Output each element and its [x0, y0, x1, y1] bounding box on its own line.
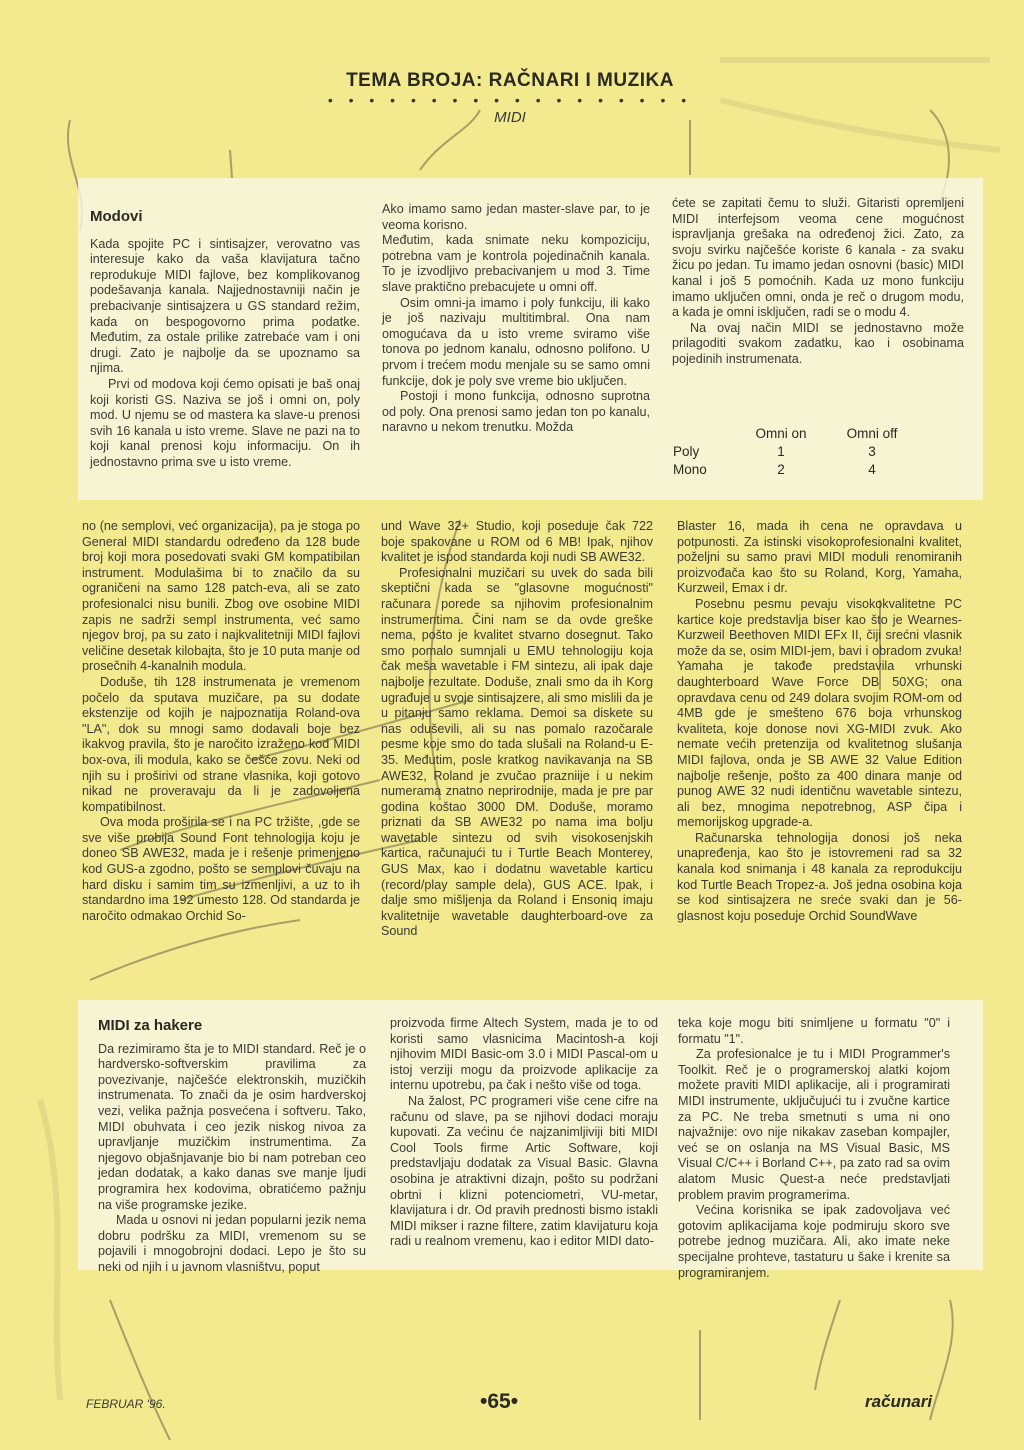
table-header-row: [673, 424, 913, 442]
omni-mode-table: [673, 424, 913, 478]
section-title: TEMA BROJA: RAČNARI I MUZIKA: [346, 70, 674, 91]
article-column-1: [82, 519, 360, 924]
modovi-column-3: [672, 196, 964, 368]
table-cell: 2: [777, 461, 785, 477]
magazine-logo: računari: [865, 1392, 933, 1411]
issue-date: FEBRUAR '96.: [86, 1397, 166, 1411]
hakere-column-3: [678, 1016, 950, 1281]
article-column-3: [677, 519, 962, 924]
table-row: [673, 460, 913, 478]
table-cell: 1: [777, 443, 785, 459]
paragraph: Računarska tehnologija donosi još neka unapređenja, kao što je istovremeni rad sa 32 kanala kod snimanja i 48 kanala za reprodukciju kod Turtle Beach Tropez-a. Još jedna osobina koja se kod sintisajzera ne sreće svaki dan je 56-glasnost koju poseduje Orchid SoundWave: [677, 830, 962, 923]
hakere-column-1: [98, 1018, 366, 1276]
paragraph: Posebnu pesmu pevaju visokokvalitetne PC kartice koje predstavlja biser kao što je Wearnes-Kurzweil Beethoven MIDI EFx II, čiji srećni vlasnik može da se, osim MIDI-jem, bavi i obradom zvuka! Yamaha je takođe predstavila vrhunski daughterboard Wave Force DB 50XG; ona opravdava cenu od 249 dolara svojim ROM-om od 4MB gde je smešteno 676 boja vrhunskog kvaliteta, koje donose novi XG-MIDI zvuk. Ako nemate većih pretenzija od kvalitetnog slušanja MIDI fajlova, onda je SB AWE 32 Value Edition najbolje rešenje, pošto za 400 dinara manje od punog AWE 32 nudi identičnu wavetable sintezu, ali bez, mnogima nepotrebnog, ASP čipa i memorijskog upgrade-a.: [677, 596, 962, 830]
paragraph: Profesionalni muzičari su uvek do sada bili skeptični kada se "glasovne mogućnosti" računara porede sa njihovim profesionalnim instrumentima. Čini nam se da ovde greške nema, pošto je kvalitet stvarno dosegnut. Tako smo pomalo sumnjali u EMU tehnologiju koja čak meša wavetable i FM sintezu, ali ipak daje najbolje rezultate. Doduše, znali smo da ih Korg ugrađuje u svoje sintisajzere, ali smo mislili da je u pitanju samo reklama. Demoi sa diskete su nas oduševili, ali su nas pomalo razočarale pesme koje smo do tada slušali na Roland-u E-35. Međutim, posle kratkog navikavanja na SB AWE32, Roland je zvučao prazniije i u nekim numerama znatno neprirodnije, mada je pre par godina koštao 3000 DM. Doduše, moramo priznati da SB AWE32 po nama ima bolju wavetable sintezu od svih visokosenjskih kartica, računajući tu i Turtle Beach Monterey, GUS Max, kao i dodatnu wavetable karticu (record/play sample dela), GUS ACE. Ipak, i dalje smo mišljenja da Roland i Ensoniq imaju kvalitetnije wavetable daughterboard-ove za Sound: [381, 565, 653, 939]
modovi-column-2: [382, 202, 650, 436]
paragraph: Međutim, kada snimate neku kompoziciju, potrebna vam je kontrola pojedinačnih kanala. To je izvodljivo prebacivanjem u mod 3. Time slave praktično prebacujete u omni off.: [382, 233, 650, 294]
modovi-column-1: [90, 209, 360, 471]
article-column-2: [381, 519, 653, 940]
paragraph: Većina korisnika se ipak zadovoljava već gotovim aplikacijama koje podmiruju skoro sve potrebe jednog muzičara. Ali, ako imate neke specijalne prohteve, tastaturu u šake i krenite sa programiranjem.: [678, 1203, 950, 1280]
table-cell: 3: [868, 443, 876, 459]
paragraph: teka koje mogu biti snimljene u formatu "0" i formatu "1".: [678, 1016, 950, 1046]
paragraph: Za profesionalce je tu i MIDI Programmer's Toolkit. Reč je o programerskoj alatki kojom možete praviti MIDI aplikacije, ali i programirati MIDI instrumente, uključujući tu i zvučne kartice za PC. Ne treba smetnuti s uma ni ono najvažnije: ovo nije nikakav zaseban kompajler, već se on oslanja na MS Visual Basic, MS Visual C/C++ i Borland C++, pa zato rad sa ovim alatom Music Quest-a neće predstavljati problem pravim programerima.: [678, 1047, 950, 1202]
table-cell: 4: [868, 461, 876, 477]
paragraph: und Wave 32+ Studio, koji poseduje čak 722 boje spakovane u ROM od 6 MB! Ipak, njihov kvalitet je ispod standarda koji nudi SB AWE32.: [381, 519, 653, 565]
paragraph: proizvoda firme Altech System, mada je to od koristi samo vlasnicima Macintosh-a koji njihovim MIDI Basic-om 3.0 i MIDI Pascal-om u istoj verziji mogu da proizvode aplikacije za internu upotrebu, pa čak i nešto više od toga.: [390, 1016, 658, 1093]
paragraph: Mada u osnovi ni jedan popularni jezik nema dobru podršku za MIDI, vremenom su se pojavili i mnogobrojni dodaci. Lepo je što su neki od njih i u javnom vlasništvu, poput: [98, 1213, 366, 1274]
paragraph: Blaster 16, mada ih cena ne opravdava u potpunosti. Za istinski visokoprofesionalni kvalitet, poželjni su samo pravi MIDI moduli renomiranih proizvođača kao što su Roland, Korg, Yamaha, Kurzweil, Emax i dr.: [677, 519, 962, 596]
table-row-label: Poly: [673, 443, 700, 459]
hakere-column-2: [390, 1016, 658, 1250]
table-header-omni-off: Omni off: [846, 425, 898, 441]
paragraph: Da rezimiramo šta je to MIDI standard. Reč je o hardversko-softverskim pravilima za povezivanje, najčešće elektronskih, muzičkih instrumenata. To znači da je osim hardverskoj vezi, velika pažnja posvećena i softveru. Tako, MIDI obuhvata i ceo jezik niskog nivoa za upravljanje muzičkim instrumentima. Za njegovo objašnjavanje bio bi nam potreban ceo jedan dodatak, a kako danas sve manje ljudi programira hex kodovima, obratićemo pažnju na više programske jezike.: [98, 1041, 366, 1212]
paragraph: Ova moda proširila se i na PC tržište, ,gde se sve više probija Sound Font tehnologija koju je doneo SB AWE32, mada je i rešenje primenjeno kod GUS-a zgodno, pošto se semplovi čuvaju na hard disku i samim tim su izmenljivi, a uz to ih standardno ima 192 umesto 128. Od standarda je naročito odmakao Orchid So-: [82, 815, 360, 923]
paragraph: Kada spojite PC i sintisajzer, verovatno vas interesuje kako da vaša klavijatura tačno reprodukuje MIDI fajlove, bez komplikovanog podešavanja kanala. Najjednostavniji način je prebacivanje sintisajzera u GS standard režim, kada on bespogovorno prima podatke. Međutim, za ostale prilike zatrebaće vam i oni drugi. Zato je najbolje da se upoznamo sa njima.: [90, 236, 360, 376]
paragraph: Prvi od modova koji ćemo opisati je baš onaj koji koristi GS. Naziva se još i omni on, poly mod. U njemu se od mastera ka slave-u prenosi svih 16 kanala u isto vreme. Slave ne pazi na to koji kanal prenosi koju informaciju. On ih jednostavno prima sve u isto vreme.: [90, 376, 360, 469]
table-row: [673, 442, 913, 460]
paragraph: Na ovaj način MIDI se jednostavno može prilagoditi svakom zadatku, kao i osobinama pojedinih instrumenata.: [672, 320, 964, 366]
table-header-omni-on: Omni on: [755, 425, 807, 441]
paragraph: ćete se zapitati čemu to služi. Gitaristi opremljeni MIDI interfejsom veoma cene mogućnost ispravljanja grešaka na određenoj žici. Zato, za svoju svirku najčešće koriste 6 kanala - za svaku žicu po jedan. Tu imamo jedan osnovni (basic) MIDI kanal i još 5 pomoćnih. Kada uz mono funkciju imamo uključen omni, onda je reč o drugom modu, a kada je omni isključen, radi se o modu 4.: [672, 196, 964, 320]
modovi-heading: Modovi: [90, 208, 143, 225]
hakere-heading: MIDI za hakere: [98, 1017, 203, 1034]
title-dot-rule: • • • • • • • • • • • • • • • • • •: [327, 92, 693, 108]
paragraph: Ako imamo samo jedan master-slave par, to je veoma korisno.: [382, 202, 650, 232]
page-number: •65•: [480, 1390, 519, 1413]
paragraph: no (ne semplovi, već organizacija), pa je stoga po General MIDI standardu određeno da 128 bude broj koji mora posedovati svaki GM kompatibilan instrument. Modulašima bi to značilo da su ograničeni na samo 128 patch-eva, ali se zato profesionalci nisu bunili. Zbog ove osobine MIDI zapis ne sadrži sempl instrumenta, već samo njegov broj, pa su zato i najkvalitetniji MIDI fajlovi veličine desetak kilobajta, što je 10 puta manje od prosečnih 4-kanalnih modula.: [82, 519, 360, 674]
section-header: [300, 70, 720, 126]
paragraph: Na žalost, PC programeri više cene cifre na računu od slave, pa se njihovi dodaci moraju kupovati. Za većinu će najzanimljiviji biti MIDI Cool Tools firme Artic Software, koji predstavljaju dodatak za Visual Basic. Glavna osobina je atraktivni dizajn, pošto su podržani obrtni i klizni potenciometri, VU-metar, klavijatura i dr. Od pravih prednosti bismo istakli MIDI mikser i razne filtere, zatim klavijaturu koja radi u realnom vremenu, kao i editor MIDI dato-: [390, 1093, 658, 1249]
paragraph: Postoji i mono funkcija, odnosno suprotna od poly. Ona prenosi samo jedan ton po kanalu, naravno u nekom trenutku. Možda: [382, 389, 650, 435]
paragraph: Doduše, tih 128 instrumenata je vremenom počelo da sputava muzičare, pa su dodate ekstenzije od kojih je najpoznatija Roland-ova "LA", dok su mnogi samo dodavali boje bez ikakvog pravila, što je naročito izraženo kod MIDI box-ova, ili modula, kako se češće zovu. Neki od njih su i proširivi od strane vlasnika, koji gotovo nikad ne proveravaju da li je zadovoljena kompatibilnost.: [82, 674, 360, 814]
table-row-label: Mono: [673, 461, 707, 477]
paragraph: Osim omni-ja imamo i poly funkciju, ili kako je još nazivaju multitimbral. Ona nam omogućava da u isto vreme sviramo više tonova po jednom kanalu, odnosno polifono. U prvom i trećem modu menjale su se samo omni funkcije, dok je poly sve vreme bio uključen.: [382, 295, 650, 388]
section-subtitle: MIDI: [494, 109, 526, 126]
